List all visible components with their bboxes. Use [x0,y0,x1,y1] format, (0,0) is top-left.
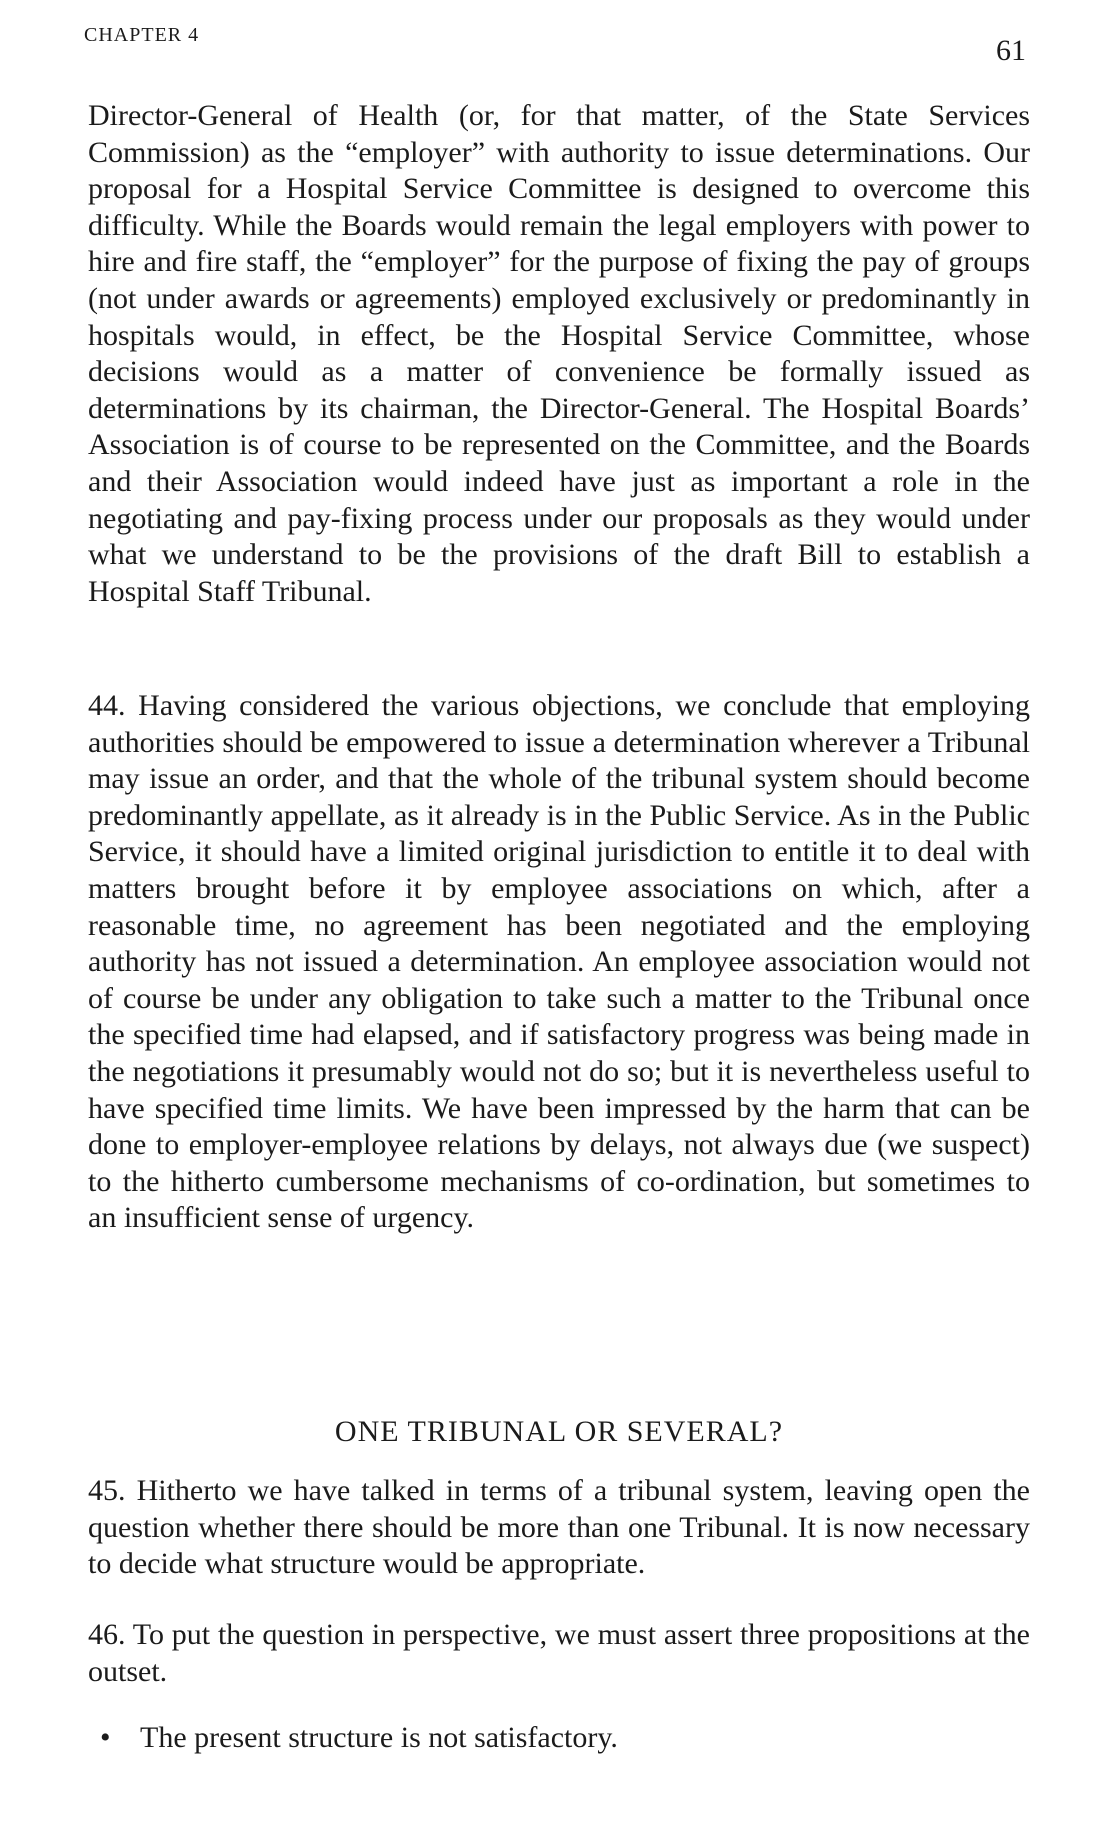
paragraph-text: Director-General of Health (or, for that matter, of the State Services Commission) as the “employer” with authority to issue determinations. Our proposal for a Hospital Service Committee is designed to overcome this difficulty. While the Boards would remain the legal employers with power to hire and fire staff, the “employer” for the purpose of fixing the pay of groups (not under awards or agreements) employed exclusively or predominantly in hospitals would, in effect, be the Hospital Service Committee, whose decisions would as a matter of convenience be formally issued as determinations by its chairman, the Director-General. The Hospital Boards’ Association is of course to be represented on the Committee, and the Boards and their Association would indeed have just as important a role in the negotiating and pay-fixing process under our proposals as they would under what we understand to be the provisions of the draft Bill to establish a Hospital Staff Tribunal. [88,99,1030,608]
paragraph-text: 46. To put the question in perspective, we must assert three propositions at the outset. [88,1618,1030,1688]
bullet-text: The present structure is not satisfactory. [140,1721,618,1754]
paragraph-46 [88,1617,1030,1690]
bullet-item [100,1721,618,1755]
running-head: CHAPTER 4 [84,24,200,46]
paragraph-text: 45. Hitherto we have talked in terms of a tribunal system, leaving open the question whether there should be more than one Tribunal. It is now necessary to decide what structure would be appropriate. [88,1474,1030,1581]
section-heading: ONE TRIBUNAL OR SEVERAL? [334,1415,784,1448]
bullet-icon: • [100,1721,111,1754]
page-number: 61 [996,34,1026,67]
paragraph-text: 44. Having considered the various objections, we conclude that employing authorities should be empowered to issue a determination wherever a Tribunal may issue an order, and that the whole of the tribunal system should become predominantly appellate, as it already is in the Public Service. As in the Public Service, it should have a limited original jurisdiction to entitle it to deal with matters brought before it by employee associations on which, after a reasonable time, no agreement has been negotiated and the employing authority has not issued a determination. An employee association would not of course be under any obligation to take such a matter to the Tribunal once the specified time had elapsed, and if satisfactory progress was being made in the negotiations it presumably would not do so; but it is nevertheless useful to have specified time limits. We have been impressed by the harm that can be done to employer-employee relations by delays, not always due (we suspect) to the hitherto cumbersome mechanisms of co-ordination, but sometimes to an insufficient sense of urgency. [88,689,1030,1235]
paragraph-44 [88,688,1030,1237]
continuation-paragraph [88,98,1030,610]
paragraph-45 [88,1473,1030,1583]
